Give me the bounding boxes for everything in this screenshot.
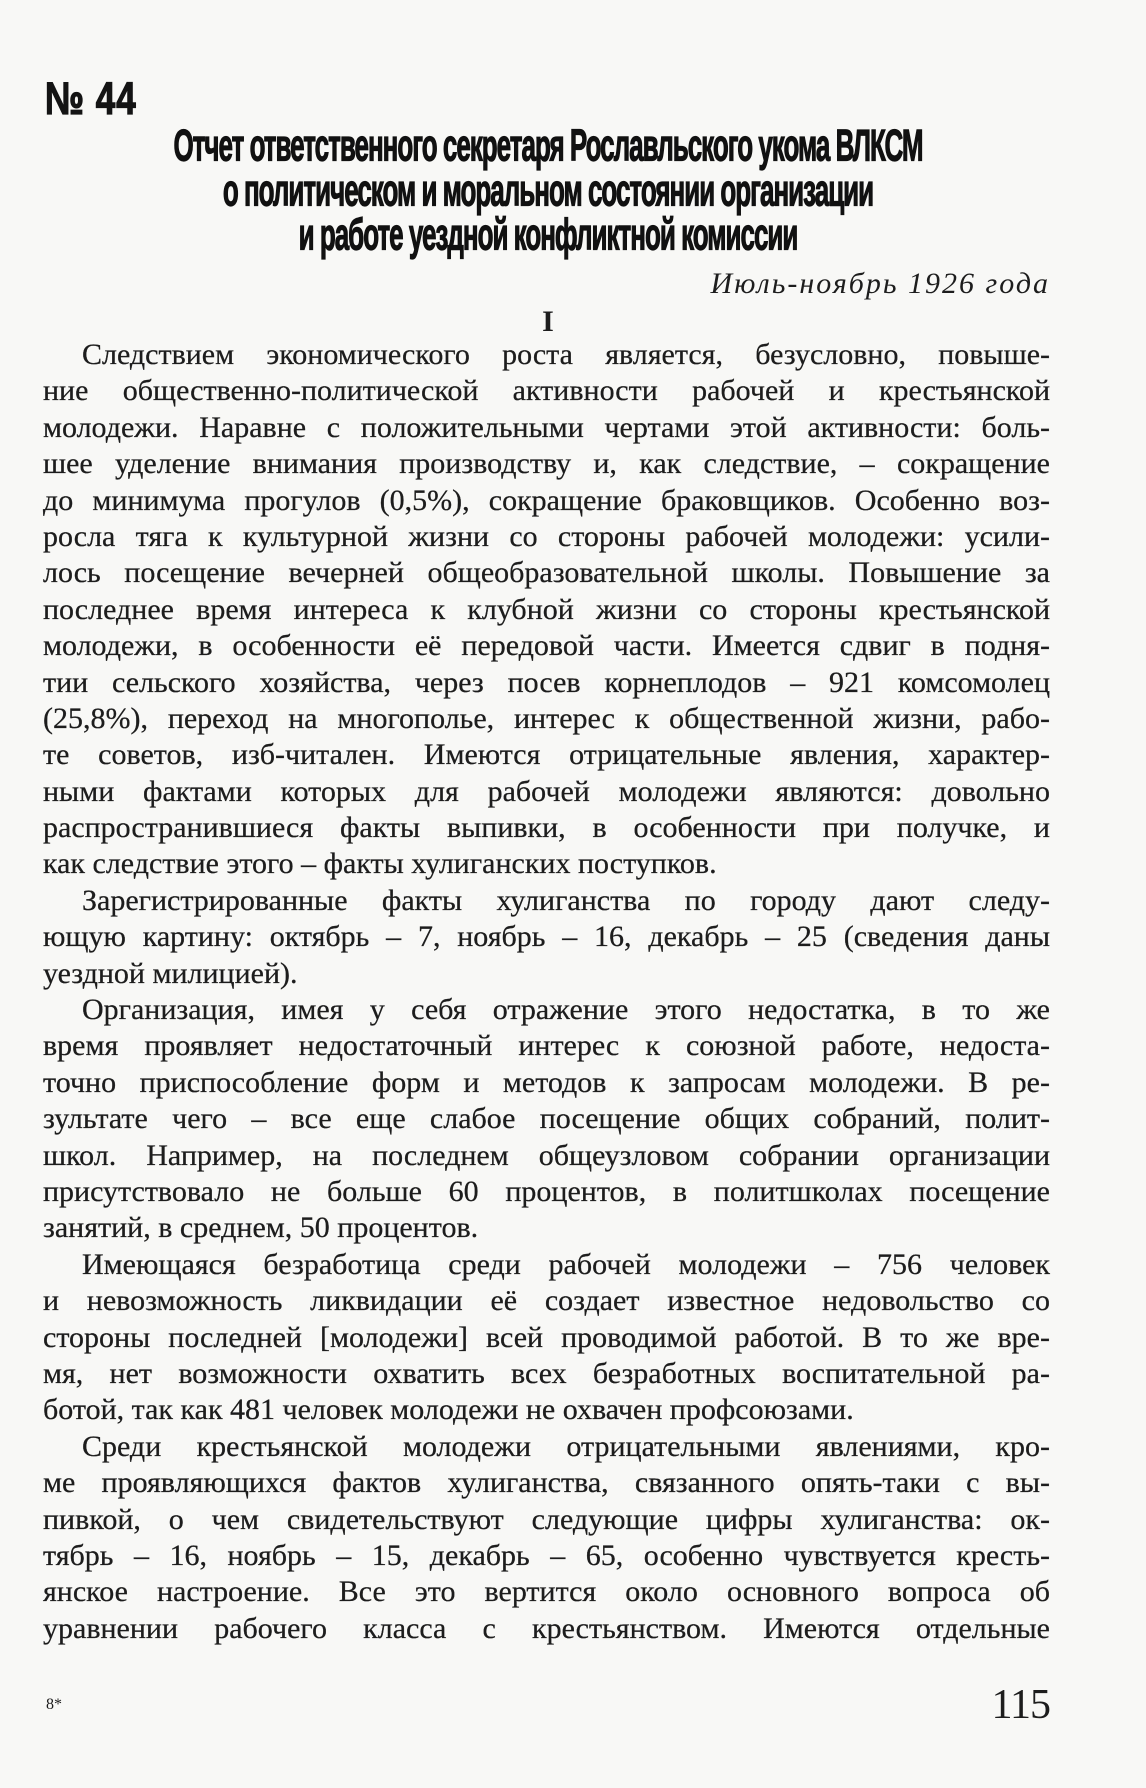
- paragraph: [43, 1247, 1050, 1429]
- text-line: молодежи. Наравне с положительными чертами этой активности: боль-: [43, 410, 1050, 444]
- text-line: время проявляет недостаточный интерес к союзной работе, недоста-: [43, 1029, 1050, 1063]
- text-line: Организация, имея у себя отражение этого недостатка, в то же: [82, 993, 1050, 1027]
- text-line: Зарегистрированные факты хулиганства по городу дают следу-: [82, 883, 1050, 917]
- text-line: мя, нет возможности охватить всех безработных воспитательной ра-: [43, 1356, 1050, 1390]
- document-body: [43, 337, 1050, 1647]
- section-heading: I: [542, 305, 554, 338]
- document-title-line: и работе уездной конфликтной комиссии: [298, 207, 798, 260]
- document-date: Июль-ноябрь 1926 года: [710, 267, 1050, 300]
- text-line: (25,8%), переход на многополье, интерес к общественной жизни, рабо-: [43, 701, 1050, 735]
- text-line: до минимума прогулов (0,5%), сокращение браковщиков. Особенно воз-: [43, 483, 1050, 517]
- text-line: ме проявляющихся фактов хулиганства, связанного опять-таки с вы-: [43, 1466, 1050, 1500]
- paragraph: [43, 1429, 1050, 1647]
- text-line: зультате чего – все еще слабое посещение общих собраний, полит-: [43, 1102, 1050, 1136]
- text-line: последнее время интереса к клубной жизни со стороны крестьянской: [43, 592, 1050, 626]
- text-line: Среди крестьянской молодежи отрицательными явлениями, кро-: [82, 1429, 1050, 1463]
- text-line: тябрь – 16, ноябрь – 15, декабрь – 65, особенно чувствуется кресть-: [43, 1538, 1050, 1572]
- document-number: № 44: [45, 73, 137, 124]
- text-line: лось посещение вечерней общеобразовательной школы. Повышение за: [43, 556, 1050, 590]
- document-title-line: Отчет ответственного секретаря Рославльского укома ВЛКСМ: [173, 119, 923, 172]
- text-line: молодежи, в особенности её передовой части. Имеется сдвиг в подня-: [43, 629, 1050, 663]
- text-line: пивкой, о чем свидетельствуют следующие цифры хулиганства: ок-: [43, 1502, 1050, 1536]
- text-line: шее уделение внимания производству и, как следствие, – сокращение: [43, 447, 1050, 481]
- text-line: ными фактами которых для рабочей молодежи являются: довольно: [43, 774, 1050, 808]
- document-title-line: о политическом и моральном состоянии организации: [222, 164, 874, 216]
- paragraph: [43, 992, 1050, 1247]
- text-line: уравнении рабочего класса с крестьянством. Имеются отдельные: [43, 1611, 1050, 1645]
- text-line: ющую картину: октябрь – 7, ноябрь – 16, декабрь – 25 (сведения даны: [43, 920, 1050, 954]
- text-line: росла тяга к культурной жизни со стороны рабочей молодежи: усили-: [43, 519, 1050, 553]
- text-line: ботой, так как 481 человек молодежи не охвачен профсоюзами.: [43, 1393, 854, 1427]
- text-line: присутствовало не больше 60 процентов, в политшколах посещение: [43, 1174, 1050, 1208]
- text-line: те советов, изб-читален. Имеются отрицательные явления, характер-: [43, 738, 1050, 772]
- text-line: стороны последней [молодежи] всей проводимой работой. В то же вре-: [43, 1320, 1050, 1354]
- text-line: занятий, в среднем, 50 процентов.: [43, 1211, 479, 1245]
- page-number: 115: [991, 1682, 1050, 1728]
- text-line: тии сельского хозяйства, через посев корнеплодов – 921 комсомолец: [43, 665, 1050, 699]
- text-line: Следствием экономического роста является, безусловно, повыше-: [82, 338, 1050, 371]
- text-line: уездной милицией).: [43, 956, 298, 990]
- text-line: школ. Например, на последнем общеузловом собрании организации: [43, 1138, 1050, 1172]
- text-line: ние общественно-политической активности рабочей и крестьянской: [43, 374, 1050, 408]
- paragraph: [43, 337, 1050, 883]
- paragraph: [43, 883, 1050, 992]
- text-line: Имеющаяся безработица среди рабочей молодежи – 756 человек: [82, 1247, 1050, 1281]
- text-line: и невозможность ликвидации её создает известное недовольство со: [43, 1284, 1050, 1318]
- signature-mark: 8*: [46, 1696, 62, 1713]
- text-line: точно приспособление форм и методов к запросам молодежи. В ре-: [43, 1065, 1050, 1099]
- text-line: янское настроение. Все это вертится около основного вопроса об: [43, 1575, 1050, 1609]
- text-line: распространившиеся факты выпивки, в особенности при получке, и: [43, 811, 1050, 845]
- text-line: как следствие этого – факты хулиганских поступков.: [43, 847, 717, 881]
